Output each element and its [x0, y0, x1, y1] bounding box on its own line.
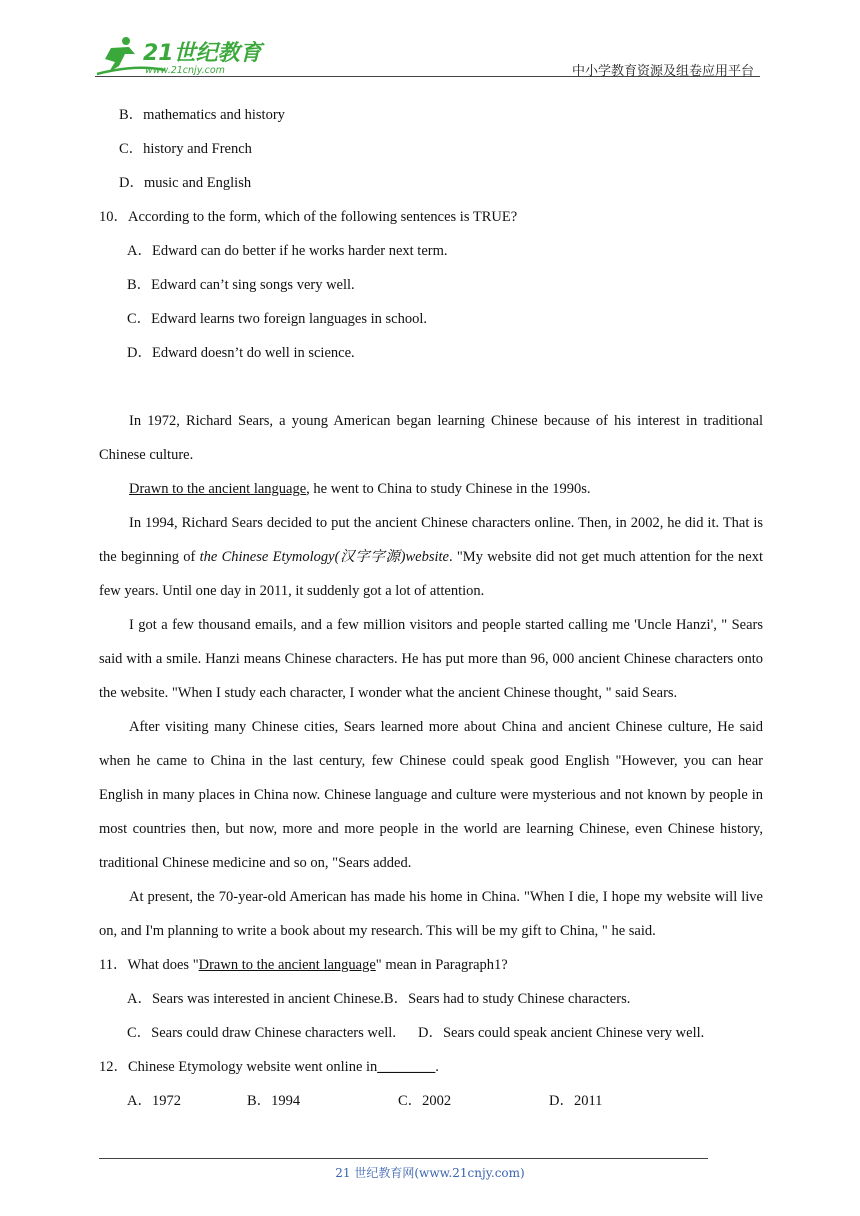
q9-option-c: C．history and French	[119, 141, 252, 157]
passage-paragraph-2: Drawn to the ancient language, he went to China to study Chinese in the 1990s.	[129, 481, 591, 497]
logo-main-text: 21世纪教育	[143, 41, 262, 66]
footer-divider	[99, 1158, 708, 1159]
q10-option-a: A．Edward can do better if he works harder next term.	[127, 243, 448, 259]
q12-option-a: A．1972	[127, 1093, 181, 1109]
q12-options-row	[99, 1084, 763, 1118]
passage-paragraph-4: I got a few thousand emails, and a few million visitors and people started calling me 'Uncle Hanzi', " Sears said with a smile. Hanzi means Chinese characters. He has put more than 96, 000 ancient Chinese characters onto the website. "When I study each character, I wonder what the ancient Chinese thought, " said Sears.	[99, 617, 763, 701]
q12-option-b: B．1994	[247, 1093, 301, 1109]
q10-option-d: D．Edward doesn’t do well in science.	[127, 345, 355, 361]
q11-option-a: A．Sears was interested in ancient Chinese.	[127, 991, 384, 1007]
passage-paragraph-1: In 1972, Richard Sears, a young American began learning Chinese because of his interest in traditional Chinese culture.	[99, 413, 763, 463]
q10-option-c: C．Edward learns two foreign languages in school.	[127, 311, 427, 327]
underlined-phrase: Drawn to the ancient language	[129, 481, 307, 497]
passage-paragraph-3: In 1994, Richard Sears decided to put the ancient Chinese characters online. Then, in 2002, he did it. That is the beginning of the Chinese Etymology(汉字字源)website. "My website did not get much attention for the next few years. Until one day in 2011, it suddenly got a lot of attention.	[99, 515, 763, 599]
page-header	[95, 30, 760, 78]
q12-option-c: C．2002	[398, 1093, 452, 1109]
q11-options-row-1	[99, 982, 763, 1016]
q10-option-b: B．Edward can’t sing songs very well.	[127, 277, 355, 293]
website-name: the Chinese Etymology(汉字字源)website	[199, 549, 449, 565]
q11-option-b: B．Sears had to study Chinese characters.	[383, 991, 631, 1007]
q12-option-d: D．2011	[549, 1093, 603, 1109]
header-platform-name: 中小学教育资源及组卷应用平台	[571, 64, 754, 79]
q11-stem: 11．What does "Drawn to the ancient language" mean in Paragraph1?	[99, 957, 508, 973]
header-divider	[95, 76, 760, 77]
page-footer: 21 世纪教育网(www.21cnjy.com)	[335, 1166, 525, 1180]
q9-option-b: B．mathematics and history	[119, 107, 285, 123]
q9-option-d: D．music and English	[119, 175, 252, 191]
q11-option-c: C．Sears could draw Chinese characters well.	[127, 1025, 396, 1041]
passage-paragraph-5: After visiting many Chinese cities, Sears learned more about China and ancient Chinese culture, He said when he came to China in the last century, few Chinese could speak good English "However, you can hear English in many places in China now. Chinese language and culture were mysterious and not known by people in most countries then, but now, more and more people in the world are learning Chinese, even Chinese history, traditional Chinese medicine and so on, "Sears added.	[99, 719, 763, 871]
q12-stem: 12．Chinese Etymology website went online in________.	[99, 1059, 439, 1075]
logo-21cnjy	[95, 34, 265, 76]
answer-blank: ________	[377, 1059, 436, 1075]
passage-paragraph-6: At present, the 70-year-old American has made his home in China. "When I die, I hope my website will live on, and I'm planning to write a book about my research. This will be my gift to China, " he said.	[99, 889, 763, 939]
document-body	[99, 98, 763, 1118]
logo-sub-text: www.21cnjy.com	[145, 65, 225, 76]
q11-options-row-2	[99, 1016, 763, 1050]
q11-option-d: D．Sears could speak ancient Chinese very well.	[417, 1025, 705, 1041]
q10-stem: 10．According to the form, which of the following sentences is TRUE?	[99, 209, 518, 225]
